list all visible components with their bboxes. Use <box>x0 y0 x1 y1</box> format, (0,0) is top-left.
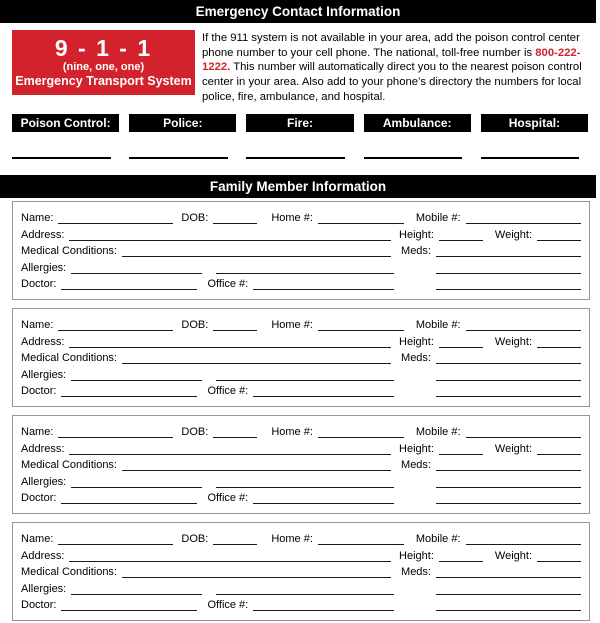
address-label: Address: <box>21 442 65 455</box>
meds-label: Meds: <box>401 566 431 579</box>
meds-continuation-line-2 <box>436 610 581 611</box>
meds-label: Meds: <box>401 245 431 258</box>
dob-field-line <box>213 330 257 331</box>
address-field-line <box>69 240 391 241</box>
meds-label: Meds: <box>401 459 431 472</box>
name-label: Name: <box>21 533 54 546</box>
doctor-label: Doctor: <box>21 278 57 291</box>
meds-label: Meds: <box>401 352 431 365</box>
contact-col-fire <box>246 114 353 159</box>
height-field-line <box>439 454 483 455</box>
nine-one-one-spelled: (nine, one, one) <box>62 61 145 73</box>
home-phone-label: Home #: <box>271 212 313 225</box>
family-section-title: Family Member Information <box>209 178 387 194</box>
member-row-name <box>21 209 581 226</box>
nine-one-one-number: 9 - 1 - 1 <box>54 35 153 61</box>
meds-continuation-line <box>436 594 581 595</box>
meds-continuation-line-2 <box>436 396 581 397</box>
office-phone-label: Office #: <box>207 599 249 612</box>
doctor-field-line <box>61 396 197 397</box>
member-row-address <box>21 439 581 456</box>
weight-field-line <box>537 454 581 455</box>
allergies-label: Allergies: <box>21 582 67 595</box>
home-phone-field-line <box>318 223 404 224</box>
emergency-transport-subtitle: Emergency Transport System <box>15 74 192 88</box>
meds-continuation-line-2 <box>436 503 581 504</box>
family-member-box <box>12 201 590 300</box>
address-label: Address: <box>21 549 65 562</box>
doctor-field-line <box>61 289 197 290</box>
medical-conditions-field-line <box>122 256 391 257</box>
member-row-doctor <box>21 382 581 399</box>
member-row-allergies <box>21 365 581 382</box>
name-field-line <box>58 437 173 438</box>
poison-control-phone-number: 800-222-1222. <box>202 46 581 74</box>
allergies-label: Allergies: <box>21 261 67 274</box>
contact-col-ambulance <box>364 114 471 159</box>
member-row-doctor <box>21 275 581 292</box>
fire-field-line <box>246 157 345 159</box>
weight-field-line <box>537 240 581 241</box>
dob-field-line <box>213 437 257 438</box>
top-section <box>12 30 588 105</box>
allergies-continuation-line <box>216 594 394 595</box>
height-label: Height: <box>399 335 434 348</box>
member-row-address <box>21 225 581 242</box>
weight-field-line <box>537 561 581 562</box>
weight-label: Weight: <box>494 442 532 455</box>
allergies-field-line <box>71 487 202 488</box>
doctor-field-line <box>61 503 197 504</box>
mobile-phone-field-line <box>466 330 581 331</box>
allergies-continuation-line <box>216 273 394 274</box>
member-row-allergies <box>21 258 581 275</box>
family-member-box <box>12 308 590 407</box>
poison-control-field-line <box>12 157 111 159</box>
doctor-field-line <box>61 610 197 611</box>
allergies-label: Allergies: <box>21 475 67 488</box>
office-phone-field-line <box>253 610 394 611</box>
member-row-address <box>21 546 581 563</box>
medical-conditions-field-line <box>122 470 391 471</box>
mobile-phone-field-line <box>466 223 581 224</box>
family-member-header-bar <box>0 175 596 198</box>
height-label: Height: <box>399 442 434 455</box>
office-phone-field-line <box>253 396 394 397</box>
meds-continuation-line <box>436 487 581 488</box>
allergies-field-line <box>71 273 202 274</box>
member-row-address <box>21 332 581 349</box>
name-field-line <box>58 330 173 331</box>
office-phone-label: Office #: <box>207 278 249 291</box>
home-phone-field-line <box>318 330 404 331</box>
police-label: Police: <box>129 114 236 132</box>
address-label: Address: <box>21 335 65 348</box>
height-label: Height: <box>399 549 434 562</box>
dob-field-line <box>213 223 257 224</box>
member-row-allergies <box>21 579 581 596</box>
mobile-phone-label: Mobile #: <box>415 533 461 546</box>
member-row-medical <box>21 242 581 259</box>
dob-label: DOB: <box>181 426 209 439</box>
intro-text-before: If the 911 system is not available in your area, add the poison control center phone number to your cell phone. The national, toll-free number is <box>202 32 580 59</box>
mobile-phone-label: Mobile #: <box>415 212 461 225</box>
member-row-name <box>21 530 581 547</box>
office-phone-field-line <box>253 503 394 504</box>
name-label: Name: <box>21 319 54 332</box>
allergies-label: Allergies: <box>21 368 67 381</box>
fire-label: Fire: <box>246 114 353 132</box>
meds-field-line <box>436 256 581 257</box>
poison-control-label: Poison Control: <box>12 114 119 132</box>
dob-field-line <box>213 544 257 545</box>
hospital-label: Hospital: <box>481 114 588 132</box>
weight-label: Weight: <box>494 549 532 562</box>
poison-control-intro-paragraph <box>202 30 588 105</box>
police-field-line <box>129 157 228 159</box>
ambulance-field-line <box>364 157 463 159</box>
page-title: Emergency Contact Information <box>195 4 401 19</box>
allergies-field-line <box>71 380 202 381</box>
medical-conditions-field-line <box>122 577 391 578</box>
height-field-line <box>439 240 483 241</box>
member-row-doctor <box>21 489 581 506</box>
address-field-line <box>69 561 391 562</box>
dob-label: DOB: <box>181 533 209 546</box>
allergies-field-line <box>71 594 202 595</box>
allergies-continuation-line <box>216 487 394 488</box>
dob-label: DOB: <box>181 212 209 225</box>
weight-field-line <box>537 347 581 348</box>
mobile-phone-label: Mobile #: <box>415 319 461 332</box>
medical-conditions-label: Medical Conditions: <box>21 459 117 472</box>
home-phone-label: Home #: <box>271 426 313 439</box>
member-row-medical <box>21 349 581 366</box>
height-field-line <box>439 347 483 348</box>
allergies-continuation-line <box>216 380 394 381</box>
home-phone-field-line <box>318 544 404 545</box>
emergency-contacts-row <box>12 114 588 159</box>
mobile-phone-label: Mobile #: <box>415 426 461 439</box>
medical-conditions-label: Medical Conditions: <box>21 566 117 579</box>
weight-label: Weight: <box>494 335 532 348</box>
member-row-allergies <box>21 472 581 489</box>
ambulance-label: Ambulance: <box>364 114 471 132</box>
home-phone-field-line <box>318 437 404 438</box>
medical-conditions-label: Medical Conditions: <box>21 245 117 258</box>
doctor-label: Doctor: <box>21 492 57 505</box>
height-label: Height: <box>399 228 434 241</box>
meds-continuation-line-2 <box>436 289 581 290</box>
member-row-doctor <box>21 596 581 613</box>
meds-continuation-line <box>436 380 581 381</box>
emergency-contact-header-bar <box>0 0 596 23</box>
member-row-medical <box>21 456 581 473</box>
medical-conditions-label: Medical Conditions: <box>21 352 117 365</box>
office-phone-field-line <box>253 289 394 290</box>
weight-label: Weight: <box>494 228 532 241</box>
contact-col-police <box>129 114 236 159</box>
mobile-phone-field-line <box>466 544 581 545</box>
name-field-line <box>58 544 173 545</box>
doctor-label: Doctor: <box>21 385 57 398</box>
contact-col-hospital <box>481 114 588 159</box>
member-row-medical <box>21 563 581 580</box>
mobile-phone-field-line <box>466 437 581 438</box>
hospital-field-line <box>481 157 580 159</box>
family-member-box <box>12 415 590 514</box>
height-field-line <box>439 561 483 562</box>
family-members <box>12 201 588 621</box>
meds-field-line <box>436 577 581 578</box>
doctor-label: Doctor: <box>21 599 57 612</box>
intro-text-after: This number will automatically direct you to the nearest poison control center in your area. Also add to your phone’s directory the numbers for local police, fire, ambulance, and hospital. <box>202 61 582 103</box>
address-field-line <box>69 347 391 348</box>
medical-conditions-field-line <box>122 363 391 364</box>
address-field-line <box>69 454 391 455</box>
contact-col-poison-control <box>12 114 119 159</box>
name-label: Name: <box>21 426 54 439</box>
office-phone-label: Office #: <box>207 385 249 398</box>
member-row-name <box>21 423 581 440</box>
emergency-911-box <box>12 30 195 95</box>
home-phone-label: Home #: <box>271 319 313 332</box>
name-label: Name: <box>21 212 54 225</box>
member-row-name <box>21 316 581 333</box>
meds-continuation-line <box>436 273 581 274</box>
address-label: Address: <box>21 228 65 241</box>
meds-field-line <box>436 363 581 364</box>
dob-label: DOB: <box>181 319 209 332</box>
home-phone-label: Home #: <box>271 533 313 546</box>
meds-field-line <box>436 470 581 471</box>
name-field-line <box>58 223 173 224</box>
office-phone-label: Office #: <box>207 492 249 505</box>
family-member-box <box>12 522 590 621</box>
